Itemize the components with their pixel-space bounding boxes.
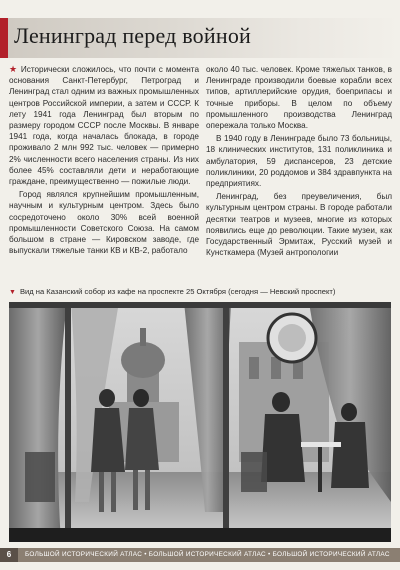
title-bar <box>0 18 400 58</box>
historical-photo <box>9 302 391 542</box>
page-footer <box>0 548 400 562</box>
page-title: Ленинград перед войной <box>14 23 252 48</box>
paragraph: около 40 тыс. человек. Кроме тяжелых танков, в Ленинграде производили боевые корабли всех типов, артиллерийские орудия, боеприпасы и точные приборы. В целом по объему промышленного производства Ленинград опережала только Москва. <box>206 65 392 131</box>
right-text-column <box>206 64 392 260</box>
cafe-scene-image <box>9 302 391 542</box>
star-icon: ★ <box>9 64 18 74</box>
paragraph: В 1940 году в Ленинграде было 73 больницы, 18 клинических институтов, 131 поликлиника и амбулатория, 59 диспансеров, 23 детские поликлиники, 20 роддомов и 384 здравпункта на предприятиях. <box>206 134 392 189</box>
paragraph: Город являлся крупнейшим промышленным, научным и культурным центром. Здесь было сосредоточено около 30% всей военной промышленности Советского Союза. На самом большом в стране — Кировском заводе, где выпускали тяжелые танки КВ и КВ-2, работало <box>9 190 199 256</box>
page-number: 6 <box>0 548 18 562</box>
left-text-column <box>9 64 199 258</box>
caption-text: Вид на Казанский собор из кафе на проспекте 25 Октября (сегодня — Невский проспект) <box>19 287 336 296</box>
paragraph-text: Исторически сложилось, что почти с момента основания Санкт-Петербург, Петроград и Ленинград стал одним из важных промышленных центров Российской империи, а затем и СССР. К лету 1941 года Ленинград был вторым по размеру городом СССР после Москвы. В январе 1941 года, когда началась блокада, в городе проживало 2 млн 992 тыс. человек — примерно 2% численности всего населения страны. Из них более 45% составляли дети и неработающие граждане, преимущественно — пожилые люди. <box>9 65 200 187</box>
paragraph <box>9 64 199 187</box>
title-accent-bar <box>0 18 8 58</box>
triangle-down-icon: ▼ <box>9 289 16 296</box>
photo-caption <box>9 287 394 298</box>
paragraph: Ленинград, без преувеличения, был культурным центром страны. В городе работали десятки театров и музеев, многие из которых появились еще до революции. Такие музеи, как Государственный Эрмитаж, Русский музей и Кунсткамера (Музей антропологии <box>206 192 392 258</box>
running-title: БОЛЬШОЙ ИСТОРИЧЕСКИЙ АТЛАС • БОЛЬШОЙ ИСТОРИЧЕСКИЙ АТЛАС • БОЛЬШОЙ ИСТОРИЧЕСКИЙ АТЛАС <box>25 551 390 558</box>
